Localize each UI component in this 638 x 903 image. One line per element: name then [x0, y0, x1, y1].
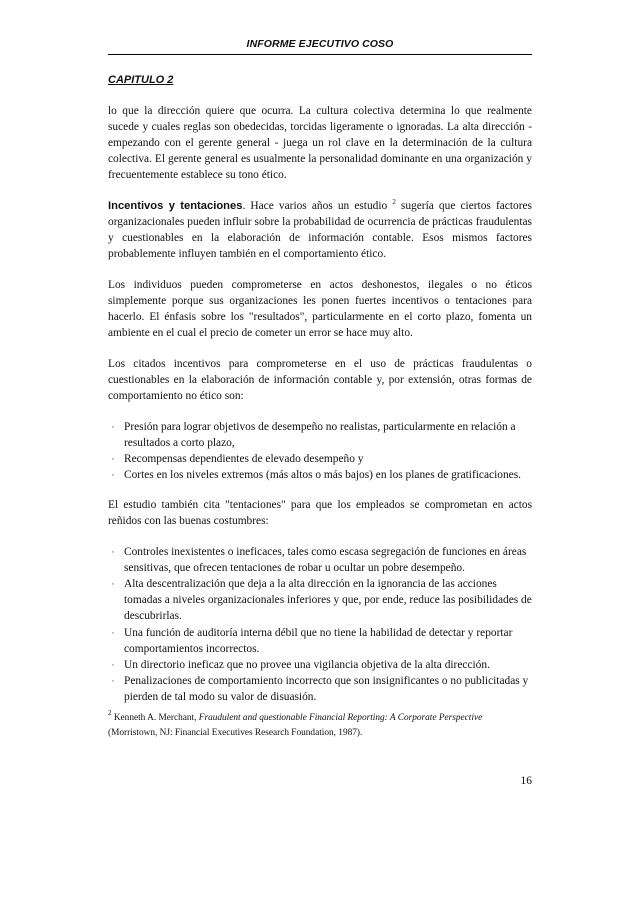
- footnote-ref[interactable]: 2: [392, 197, 396, 206]
- bullet-icon: ·: [111, 627, 115, 638]
- list-item: [108, 467, 532, 483]
- footnote: [108, 711, 532, 741]
- paragraph-temptations-intro: El estudio también cita "tentaciones" para que los empleados se comprometan en actos reñidos con las buenas costumbres:: [108, 499, 532, 528]
- list-item-text: Penalizaciones de comportamiento incorrecto que son insignificantes o no publicitadas y pierden de tal modo su valor de disuasión.: [124, 674, 529, 703]
- list-item: [108, 451, 532, 467]
- bullet-icon: ·: [111, 453, 115, 464]
- list-item-text: Presión para lograr objetivos de desempeño no realistas, particularmente en relación a resultados a corto plazo,: [124, 420, 516, 449]
- paragraph-incentives-list-intro: Los citados incentivos para comprometerse en el uso de prácticas fraudulentas o cuestionables en la elaboración de información contable y, por extensión, otras formas de comportamiento no ético son:: [108, 357, 532, 402]
- bullet-icon: ·: [111, 421, 115, 432]
- paragraph-individuals: Los individuos pueden comprometerse en actos deshonestos, ilegales o no éticos simplemente porque sus organizaciones les ponen fuertes incentivos o tentaciones para hacerlo. El énfasis sobre los "resultados", particularmente en el corto plazo, fomenta un ambiente en el cual el precio de cometer un error se hace muy alto.: [108, 278, 532, 340]
- list-item: [108, 544, 532, 576]
- list-item: [108, 673, 532, 705]
- bullet-icon: ·: [111, 675, 115, 686]
- list-item: [108, 625, 532, 657]
- running-header: INFORME EJECUTIVO COSO: [246, 38, 394, 50]
- footnote-publisher: (Morristown, NJ: Financial Executives Research Foundation, 1987).: [108, 728, 363, 738]
- body-text: [108, 103, 532, 720]
- header-rule: [108, 54, 532, 55]
- footnote-number: 2: [108, 709, 112, 717]
- page-number: 16: [520, 775, 532, 787]
- list-item-text: Alta descentralización que deja a la alta dirección en la ignorancia de las acciones tomadas a niveles organizacionales inferiores y que, por ende, reduce las posibilidades de descubrirlas.: [124, 578, 532, 623]
- bullet-icon: ·: [111, 469, 115, 480]
- footnote-author: Kenneth A. Merchant,: [111, 713, 199, 723]
- list-item-text: Controles inexistentes o ineficaces, tales como escasa segregación de funciones en áreas sensitivas, que ofrecen tentaciones de robar u ocultar un pobre desempeño.: [124, 546, 527, 575]
- paragraph-incentives-text-2: sugería que ciertos factores organizacionales pueden influir sobre la probabilidad de ocurrencia de prácticas fraudulentas y cuestionables en la elaboración de información contable. Esos mismos factores probablemente influyen también en el comportamiento ético.: [108, 199, 532, 261]
- list-item: [108, 576, 532, 624]
- temptations-list: [108, 544, 532, 705]
- list-item-text: Un directorio ineficaz que no provee una vigilancia objetiva de la alta dirección.: [124, 658, 490, 671]
- list-item: [108, 657, 532, 673]
- paragraph-incentives-text-1: . Hace varios años un estudio: [242, 199, 393, 212]
- bullet-icon: ·: [111, 547, 115, 558]
- paragraph-incentives: [108, 198, 532, 262]
- chapter-heading: CAPITULO 2: [108, 74, 174, 86]
- incentives-list: [108, 419, 532, 483]
- list-item-text: Cortes en los niveles extremos (más altos o más bajos) en los planes de gratificaciones.: [124, 468, 521, 481]
- list-item-text: Una función de auditoría interna débil que no tiene la habilidad de detectar y reportar comportamientos incorrectos.: [124, 626, 513, 655]
- list-item-text: Recompensas dependientes de elevado desempeño y: [124, 452, 364, 465]
- bullet-icon: ·: [111, 659, 115, 670]
- bullet-icon: ·: [111, 579, 115, 590]
- footnote-title: Fraudulent and questionable Financial Reporting: A Corporate Perspective: [198, 713, 483, 723]
- section-lead-incentives: Incentivos y tentaciones: [108, 199, 243, 212]
- paragraph-culture: lo que la dirección quiere que ocurra. La cultura colectiva determina lo que realmente sucede y cuales reglas son obedecidas, torcidas ligeramente o ignoradas. La alta dirección - empezando con el gerente general - juega un rol clave en la determinación de la cultura colectiva. El gerente general es usualmente la personalidad dominante en una organización y frecuentemente establece su tono ético.: [108, 105, 532, 182]
- list-item: [108, 419, 532, 451]
